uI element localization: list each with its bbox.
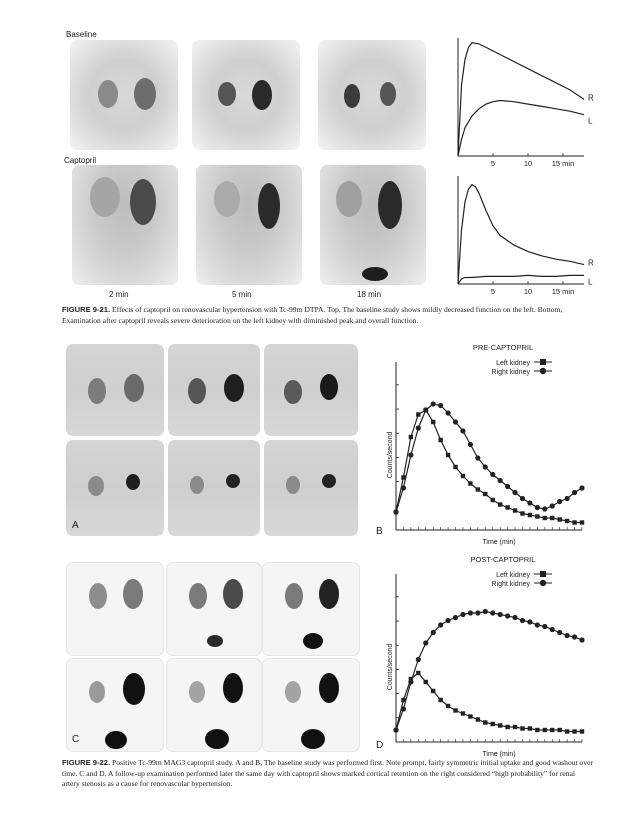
data-point-square [572, 729, 576, 733]
data-point-square [528, 726, 532, 730]
figure-9-21-caption [62, 305, 594, 326]
time-label-2min: 2 min [109, 290, 129, 299]
data-point-circle [445, 618, 450, 623]
data-point-square [550, 728, 554, 732]
data-point-circle [475, 610, 480, 615]
chart-title: POST-CAPTOPRIL [470, 556, 536, 564]
series-line-L [458, 101, 584, 157]
data-point-square [431, 420, 435, 424]
legend-label-square: Left kidney [496, 572, 530, 579]
data-point-square [535, 514, 539, 518]
data-point-square [431, 689, 435, 693]
data-point-circle [520, 496, 525, 501]
data-point-circle [527, 500, 532, 505]
data-point-circle [460, 612, 465, 617]
data-point-square [505, 725, 509, 729]
data-point-square [461, 474, 465, 478]
data-point-square [572, 520, 576, 524]
series-line-circle [396, 404, 582, 512]
data-point-circle [401, 706, 406, 711]
data-point-circle [565, 633, 570, 638]
series-label-R: R [588, 258, 594, 268]
data-point-circle [416, 657, 421, 662]
series-label-L: L [588, 116, 593, 126]
data-point-circle [498, 478, 503, 483]
legend-marker-square [540, 571, 546, 577]
data-point-square [438, 698, 442, 702]
data-point-circle [542, 506, 547, 511]
data-point-square [550, 516, 554, 520]
data-point-circle [438, 622, 443, 627]
mag3-pre-5 [168, 440, 260, 536]
x-tick-label: 10 [523, 287, 533, 296]
data-point-square [580, 520, 584, 524]
data-point-circle [505, 613, 510, 618]
chart-pre-captopril [372, 340, 602, 550]
caption-text: Positive Tc-99m MAG3 captopril study. A and B, The baseline study was performed first. Note prompt, fairly symmetric initial uptake and good washout over time. C and D, A follow-up examination performed later the same day with captopril shows marked cortical retention on the right considered “high probability” for renal artery stenosis as a cause for renovascular hypertension. [62, 758, 594, 788]
legend-label-square: Left kidney [496, 360, 530, 367]
data-point-square [543, 728, 547, 732]
mag3-post-1 [66, 562, 164, 656]
mag3-pre-3 [264, 344, 358, 436]
data-point-square [409, 435, 413, 439]
data-point-square [520, 511, 524, 515]
data-point-square [483, 492, 487, 496]
data-point-square [424, 680, 428, 684]
data-point-circle [438, 403, 443, 408]
scan-baseline-2min [70, 40, 178, 150]
data-point-circle [393, 509, 398, 514]
legend-marker-circle [540, 580, 546, 586]
data-point-square [453, 708, 457, 712]
data-point-circle [475, 455, 480, 460]
data-point-circle [579, 637, 584, 642]
x-tick-label: 5 [490, 159, 496, 168]
data-point-circle [535, 505, 540, 510]
mag3-post-2 [166, 562, 262, 656]
mag3-post-4 [66, 658, 164, 752]
mag3-pre-4 [66, 440, 164, 536]
scan-baseline-5min [192, 40, 300, 150]
data-point-circle [490, 610, 495, 615]
data-point-circle [557, 499, 562, 504]
mag3-pre-1 [66, 344, 164, 436]
data-point-square [461, 711, 465, 715]
data-point-circle [431, 630, 436, 635]
data-point-square [483, 720, 487, 724]
data-point-square [416, 412, 420, 416]
data-point-square [565, 519, 569, 523]
data-point-circle [408, 452, 413, 457]
data-point-circle [453, 419, 458, 424]
data-point-square [513, 725, 517, 729]
baseline-label: Baseline [66, 30, 97, 39]
x-tick-label: 10 [523, 159, 533, 168]
data-point-circle [393, 727, 398, 732]
data-point-circle [550, 627, 555, 632]
series-label-R: R [588, 93, 594, 103]
x-tick-label: 5 [490, 287, 496, 296]
mag3-pre-6 [264, 440, 358, 536]
data-point-square [557, 728, 561, 732]
data-point-circle [572, 634, 577, 639]
data-point-circle [453, 615, 458, 620]
data-point-square [476, 487, 480, 491]
panel-label-a: A [72, 520, 79, 531]
series-line-L [458, 275, 584, 284]
data-point-square [491, 722, 495, 726]
data-point-circle [535, 622, 540, 627]
data-point-circle [423, 640, 428, 645]
x-tick-label: 15 min [551, 287, 575, 296]
chart-post-captopril [372, 556, 602, 760]
data-point-circle [520, 618, 525, 623]
data-point-square [438, 438, 442, 442]
renogram-baseline [448, 34, 598, 174]
data-point-circle [408, 679, 413, 684]
panel-label-b: B [376, 526, 383, 537]
caption-label: FIGURE 9-21. [62, 305, 111, 314]
renogram-captopril [448, 172, 598, 302]
data-point-square [476, 717, 480, 721]
data-point-circle [445, 410, 450, 415]
time-label-18min: 18 min [357, 290, 382, 299]
mag3-post-5 [166, 658, 262, 752]
data-point-square [498, 723, 502, 727]
chart-title: PRE-CAPTOPRIL [472, 343, 534, 352]
series-line-R [458, 43, 584, 156]
data-point-square [520, 726, 524, 730]
data-point-square [543, 516, 547, 520]
data-point-square [528, 513, 532, 517]
data-point-square [580, 729, 584, 733]
caption-label: FIGURE 9-22. [62, 758, 111, 767]
legend-label-circle: Right kidney [491, 369, 530, 376]
data-point-circle [505, 484, 510, 489]
series-line-R [458, 185, 584, 284]
data-point-circle [527, 619, 532, 624]
data-point-circle [512, 615, 517, 620]
captopril-label: Captopril [64, 156, 97, 165]
data-point-square [453, 465, 457, 469]
data-point-circle [416, 425, 421, 430]
data-point-square [468, 481, 472, 485]
data-point-circle [460, 428, 465, 433]
data-point-square [557, 517, 561, 521]
time-label-5min: 5 min [232, 290, 252, 299]
data-point-circle [431, 401, 436, 406]
data-point-square [416, 671, 420, 675]
scan-baseline-18min [318, 40, 426, 150]
data-point-circle [498, 612, 503, 617]
data-point-circle [490, 472, 495, 477]
scan-captopril-2min [72, 165, 178, 285]
legend-marker-square [540, 359, 546, 365]
data-point-square [513, 508, 517, 512]
panel-label-c: C [72, 734, 80, 745]
data-point-square [565, 729, 569, 733]
y-axis-label: Counts/second [387, 431, 394, 479]
legend-label-circle: Right kidney [491, 581, 530, 588]
mag3-pre-2 [168, 344, 260, 436]
x-axis-label: Time (min) [482, 751, 516, 758]
x-axis-label: Time (min) [482, 539, 516, 546]
data-point-circle [565, 496, 570, 501]
scan-captopril-5min [196, 165, 302, 285]
data-point-square [446, 704, 450, 708]
data-point-square [468, 714, 472, 718]
legend-marker-circle [540, 368, 546, 374]
data-point-circle [423, 407, 428, 412]
data-point-circle [468, 442, 473, 447]
data-point-square [491, 498, 495, 502]
data-point-circle [512, 490, 517, 495]
series-label-L: L [588, 277, 593, 287]
x-tick-label: 15 min [551, 159, 575, 168]
data-point-circle [579, 485, 584, 490]
data-point-circle [483, 464, 488, 469]
panel-label-d: D [376, 740, 384, 751]
figure-9-22-caption [62, 758, 594, 790]
data-point-circle [483, 609, 488, 614]
scan-captopril-18min [320, 165, 426, 285]
data-point-circle [557, 630, 562, 635]
mag3-post-3 [262, 562, 360, 656]
data-point-square [446, 453, 450, 457]
mag3-post-6 [262, 658, 360, 752]
caption-text: Effects of captopril on renovascular hypertension with Tc-99m DTPA. Top, The baseline study shows mildly decreased function on the left. Bottom, Examination after captopril reveals severe deterioration on the left kidney with diminished peak and overall function. [62, 305, 563, 325]
data-point-square [498, 502, 502, 506]
data-point-circle [468, 610, 473, 615]
data-point-circle [550, 503, 555, 508]
data-point-square [505, 505, 509, 509]
data-point-circle [542, 624, 547, 629]
data-point-circle [401, 485, 406, 490]
data-point-square [535, 728, 539, 732]
y-axis-label: Counts/second [387, 643, 394, 691]
data-point-circle [572, 490, 577, 495]
